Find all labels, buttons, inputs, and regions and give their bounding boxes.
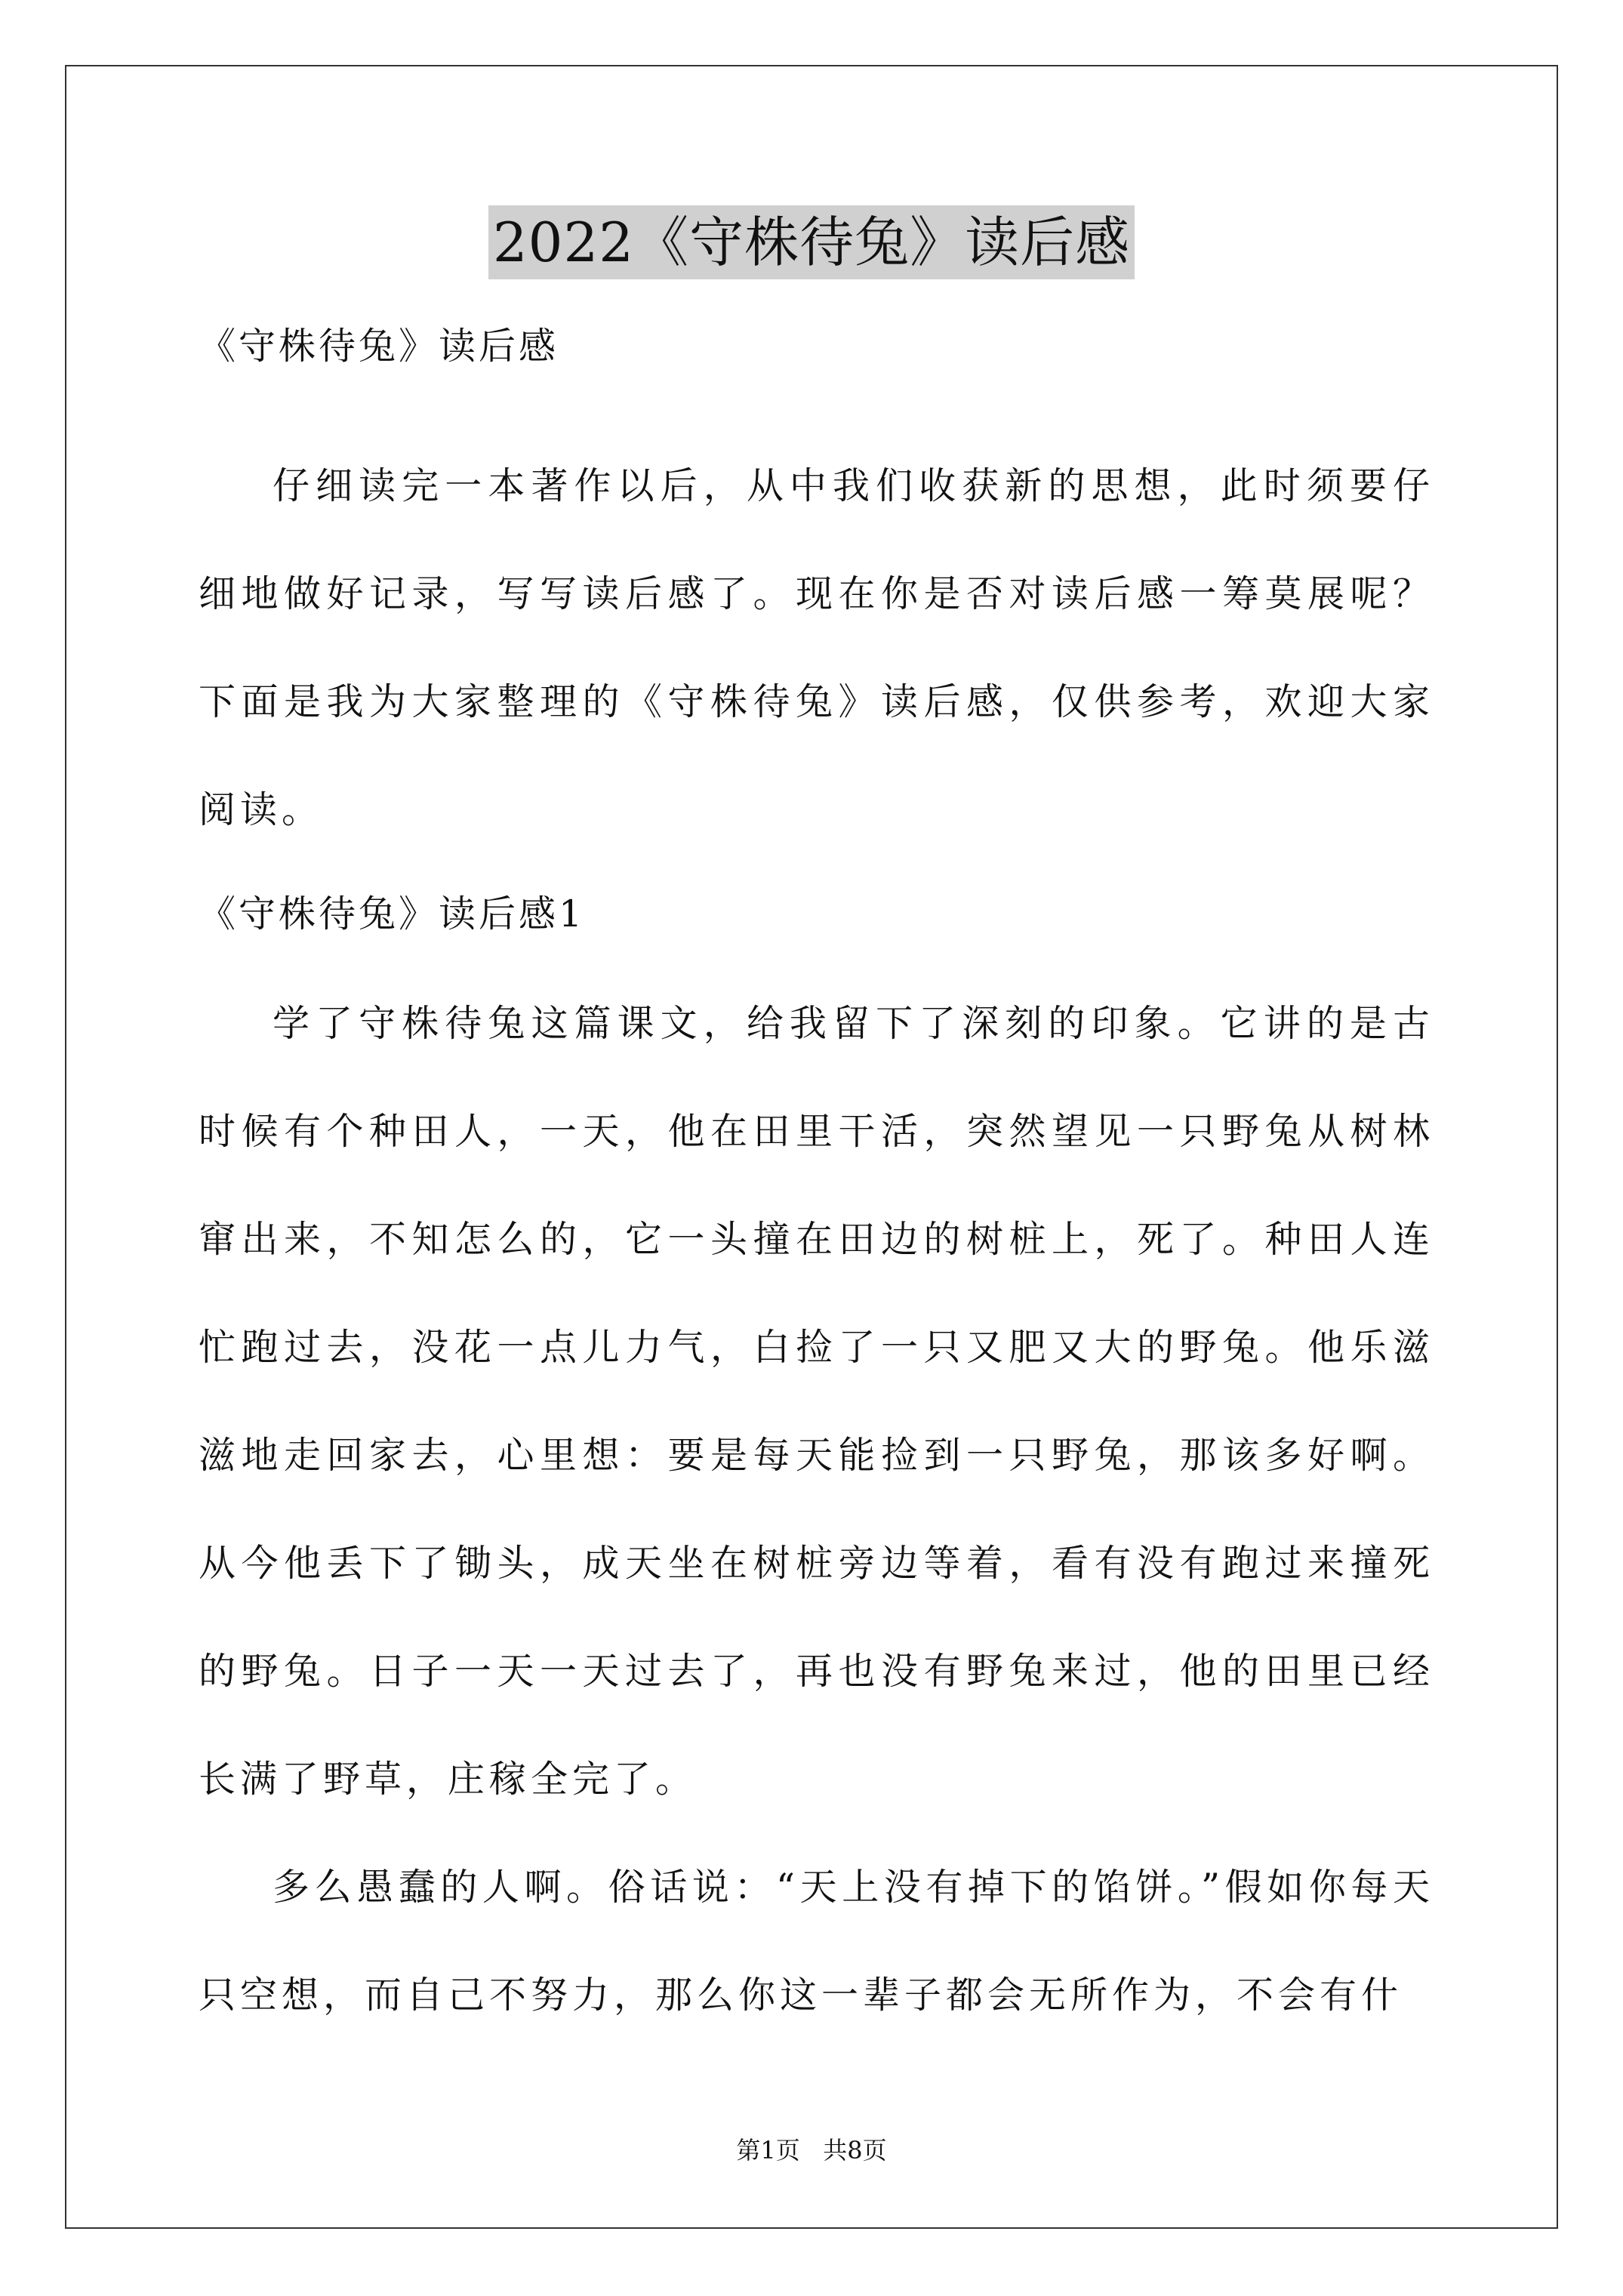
intro-block [199,432,1434,864]
subtitle-heading: 《守株待兔》读后感 [199,325,559,368]
document-title: 2022《守株待兔》读后感 [488,205,1135,279]
page-number-footer: 第1页 共8页 [736,2136,887,2165]
body-paragraph: 学了守株待兔这篇课文，给我留下了深刻的印象。它讲的是古时候有个种田人，一天，他在田里干活，突然望见一只野兔从树林窜出来，不知怎么的，它一头撞在田边的树桩上，死了。种田人连忙跑过去，没花一点儿力气，白捡了一只又肥又大的野兔。他乐滋滋地走回家去，心里想：要是每天能捡到一只野兔，那该多好啊。从今他丢下了锄头，成天坐在树桩旁边等着，看有没有跑过来撞死的野兔。日子一天一天过去了，再也没有野兔来过，他的田里已经长满了野草，庄稼全完了。 [199,1002,1434,1801]
section-1-body [199,969,1434,2049]
body-paragraph: 多么愚蠢的人啊。俗话说：“天上没有掉下的馅饼。”假如你每天只空想，而自己不努力，那么你这一辈子都会无所作为，不会有什 [199,1866,1434,2017]
section-1-heading: 《守株待兔》读后感1 [199,892,586,935]
intro-paragraph: 仔细读完一本著作以后，从中我们收获新的思想，此时须要仔细地做好记录，写写读后感了。现在你是否对读后感一筹莫展呢？下面是我为大家整理的《守株待兔》读后感，仅供参考，欢迎大家阅读。 [199,464,1434,831]
title-container [0,205,1623,279]
